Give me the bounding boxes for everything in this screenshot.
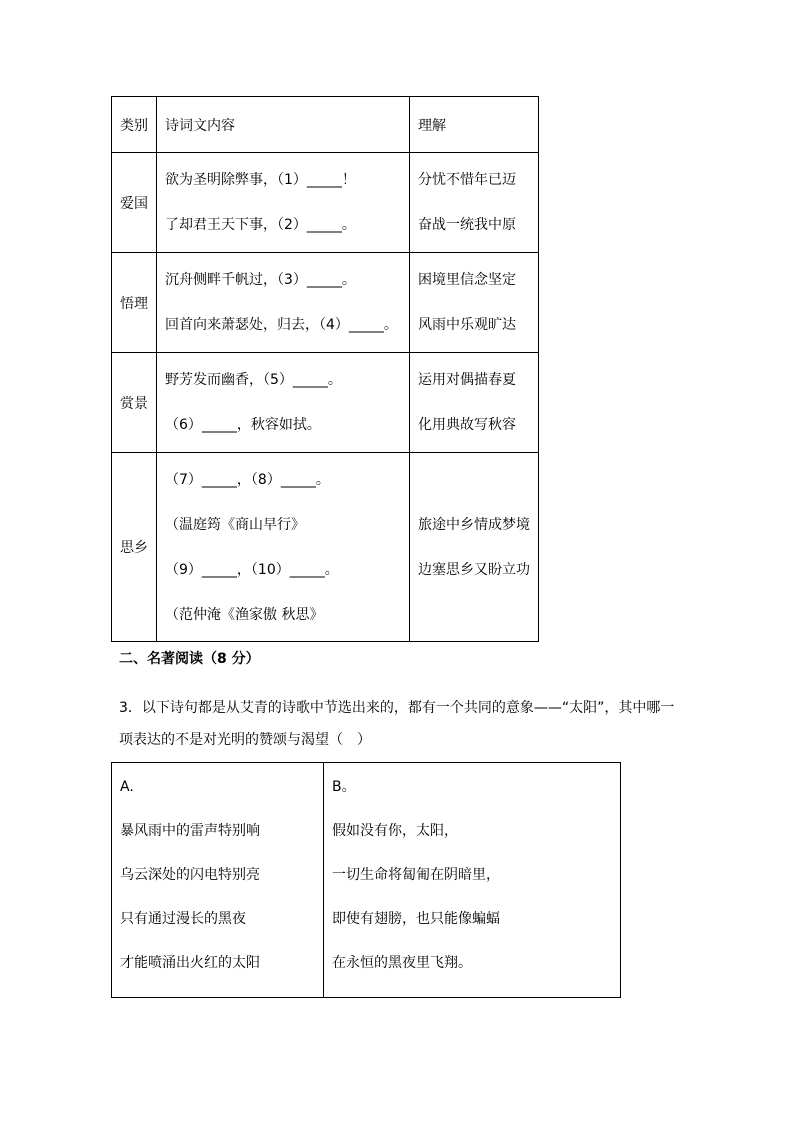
choice-line: 一切生命将匐匍在阴暗里， bbox=[332, 867, 500, 883]
table-header-row bbox=[112, 97, 539, 153]
content-line: 沉舟侧畔千帆过，（3）_____。 bbox=[165, 272, 356, 288]
choice-line: 暴风雨中的雷声特别响 bbox=[120, 823, 260, 839]
choice-row bbox=[112, 763, 621, 998]
header-category: 类别 bbox=[112, 97, 157, 153]
row-content bbox=[157, 453, 410, 642]
content-line: （范仲淹《渔家傲 秋思》 bbox=[165, 606, 324, 623]
row-content bbox=[157, 353, 410, 453]
understanding-line: 边塞思乡又盼立功 bbox=[418, 561, 530, 578]
row-category: 悟理 bbox=[112, 253, 157, 353]
table-row bbox=[112, 153, 539, 253]
row-understanding bbox=[410, 353, 539, 453]
understanding-line: 风雨中乐观旷达 bbox=[418, 317, 516, 333]
content-line: （温庭筠《商山早行》 bbox=[165, 516, 305, 533]
understanding-line: 化用典故写秋容 bbox=[418, 417, 516, 433]
understanding-line: 分忧不惜年已迈 bbox=[418, 172, 516, 188]
row-category: 爱国 bbox=[112, 153, 157, 253]
row-category: 思乡 bbox=[112, 453, 157, 642]
understanding-line: 旅途中乡情成梦境 bbox=[418, 516, 530, 533]
choice-line: 假如没有你，太阳， bbox=[332, 823, 458, 839]
row-understanding bbox=[410, 253, 539, 353]
poem-table bbox=[111, 96, 539, 642]
header-understanding: 理解 bbox=[410, 97, 539, 153]
choice-line: 乌云深处的闪电特别亮 bbox=[120, 867, 260, 883]
choice-a-cell bbox=[112, 763, 324, 998]
choice-b-label: B。 bbox=[332, 779, 356, 795]
understanding-line: 奋战一统我中原 bbox=[418, 217, 516, 233]
row-content bbox=[157, 153, 410, 253]
choice-b-cell bbox=[324, 763, 621, 998]
table-row bbox=[112, 253, 539, 353]
choice-line: 只有通过漫长的黑夜 bbox=[120, 911, 246, 927]
choice-a-label: A. bbox=[120, 779, 134, 795]
content-line: （7）_____，（8）_____。 bbox=[165, 471, 330, 488]
choice-line: 即使有翅膀，也只能像蝙蝠 bbox=[332, 911, 500, 927]
understanding-line: 运用对偶描春夏 bbox=[418, 372, 516, 388]
table-row bbox=[112, 453, 539, 642]
question-text: 3．以下诗句都是从艾青的诗歌中节选出来的，都有一个共同的意象——“太阳”，其中哪一项表达的不是对光明的赞颂与渴望（ ） bbox=[119, 700, 675, 748]
content-line: 回首向来萧瑟处，归去，（4）_____。 bbox=[165, 317, 398, 333]
row-understanding bbox=[410, 453, 539, 642]
choice-line: 才能喷涌出火红的太阳 bbox=[120, 955, 260, 971]
understanding-line: 困境里信念坚定 bbox=[418, 272, 516, 288]
choice-table bbox=[111, 762, 621, 998]
content-line: 欲为圣明除弊事，（1）_____！ bbox=[165, 172, 356, 188]
row-category: 赏景 bbox=[112, 353, 157, 453]
table-row bbox=[112, 353, 539, 453]
content-line: 野芳发而幽香，（5）_____。 bbox=[165, 372, 342, 388]
row-understanding bbox=[410, 153, 539, 253]
choice-line: 在永恒的黑夜里飞翔。 bbox=[332, 955, 472, 971]
row-content bbox=[157, 253, 410, 353]
content-line: （9）_____，（10）_____。 bbox=[165, 561, 339, 578]
header-content: 诗词文内容 bbox=[157, 97, 410, 153]
section-title: 二、名著阅读（8 分） bbox=[119, 651, 260, 667]
content-line: 了却君王天下事，（2）_____。 bbox=[165, 217, 356, 233]
content-line: （6）_____，秋容如拭。 bbox=[165, 417, 321, 433]
